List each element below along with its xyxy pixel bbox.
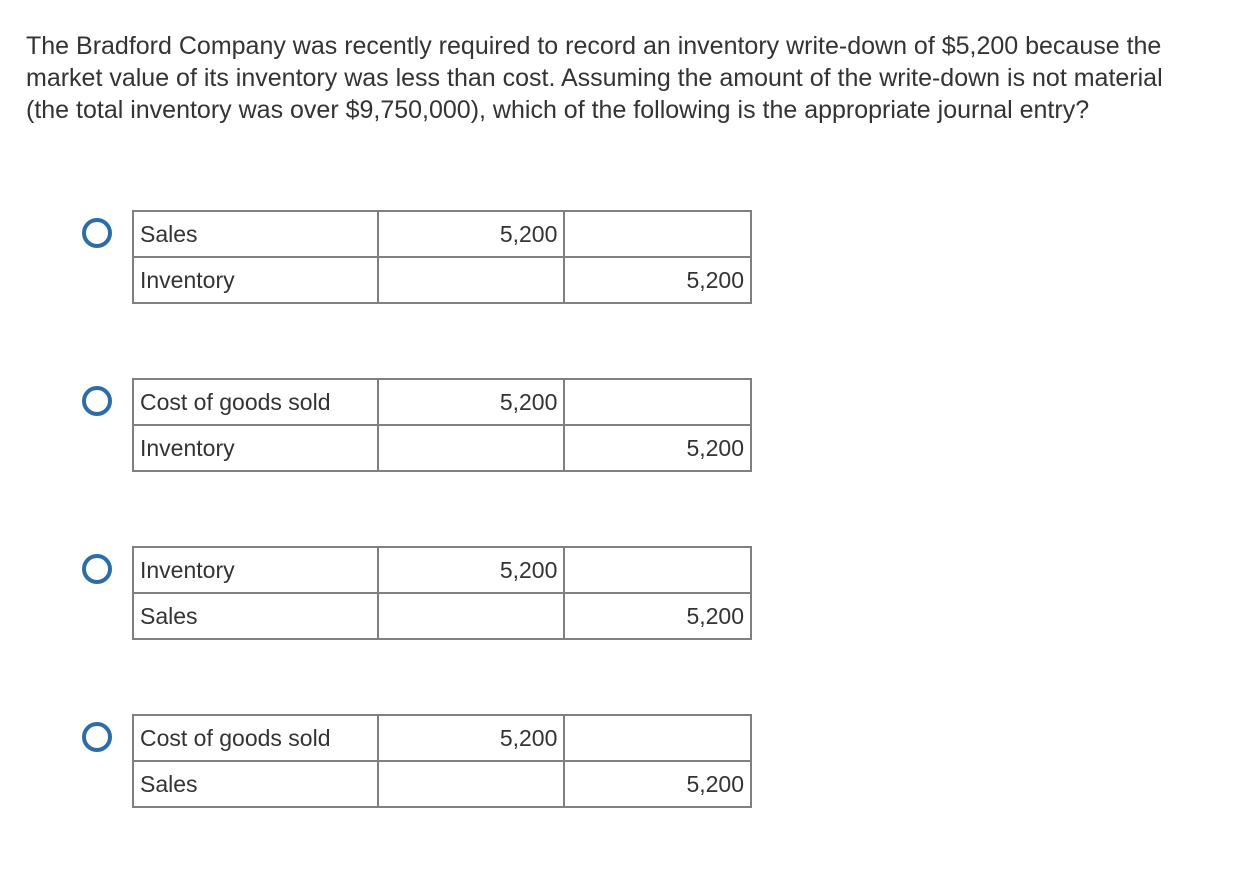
debit-account: Cost of goods sold — [134, 716, 377, 760]
credit-row — [134, 426, 750, 470]
radio-unselected-icon[interactable] — [82, 722, 112, 752]
debit-credit-cell — [565, 380, 750, 424]
radio-unselected-icon[interactable] — [82, 218, 112, 248]
debit-amount: 5,200 — [379, 380, 564, 424]
answer-option-d[interactable] — [82, 714, 762, 814]
answer-option-a[interactable] — [82, 210, 762, 310]
journal-entry-table — [132, 546, 752, 640]
debit-credit-cell — [565, 212, 750, 256]
credit-account: Inventory — [134, 258, 377, 302]
credit-amount: 5,200 — [565, 594, 750, 638]
debit-row — [134, 380, 750, 424]
credit-row — [134, 258, 750, 302]
debit-credit-cell — [565, 548, 750, 592]
credit-amount: 5,200 — [565, 426, 750, 470]
credit-account: Sales — [134, 594, 377, 638]
journal-entry-table — [132, 378, 752, 472]
radio-unselected-icon[interactable] — [82, 554, 112, 584]
journal-entry-table — [132, 714, 752, 808]
credit-amount: 5,200 — [565, 762, 750, 806]
debit-amount: 5,200 — [379, 212, 564, 256]
credit-account: Sales — [134, 762, 377, 806]
credit-amount: 5,200 — [565, 258, 750, 302]
credit-row — [134, 594, 750, 638]
debit-account: Sales — [134, 212, 377, 256]
credit-account: Inventory — [134, 426, 377, 470]
credit-debit-cell — [379, 258, 564, 302]
credit-debit-cell — [379, 426, 564, 470]
debit-amount: 5,200 — [379, 716, 564, 760]
credit-row — [134, 762, 750, 806]
debit-row — [134, 548, 750, 592]
answer-option-c[interactable] — [82, 546, 762, 646]
answer-option-b[interactable] — [82, 378, 762, 478]
debit-account: Cost of goods sold — [134, 380, 377, 424]
debit-row — [134, 212, 750, 256]
debit-credit-cell — [565, 716, 750, 760]
credit-debit-cell — [379, 594, 564, 638]
credit-debit-cell — [379, 762, 564, 806]
debit-amount: 5,200 — [379, 548, 564, 592]
journal-entry-table — [132, 210, 752, 304]
debit-account: Inventory — [134, 548, 377, 592]
question-text: The Bradford Company was recently required to record an inventory write-down of $5,200 because the market value of its inventory was less than cost. Assuming the amount of the write-down is not material (the total inventory was over $9,750,000), which of the following is the appropriate journal entry? — [26, 32, 1163, 124]
debit-row — [134, 716, 750, 760]
radio-unselected-icon[interactable] — [82, 386, 112, 416]
